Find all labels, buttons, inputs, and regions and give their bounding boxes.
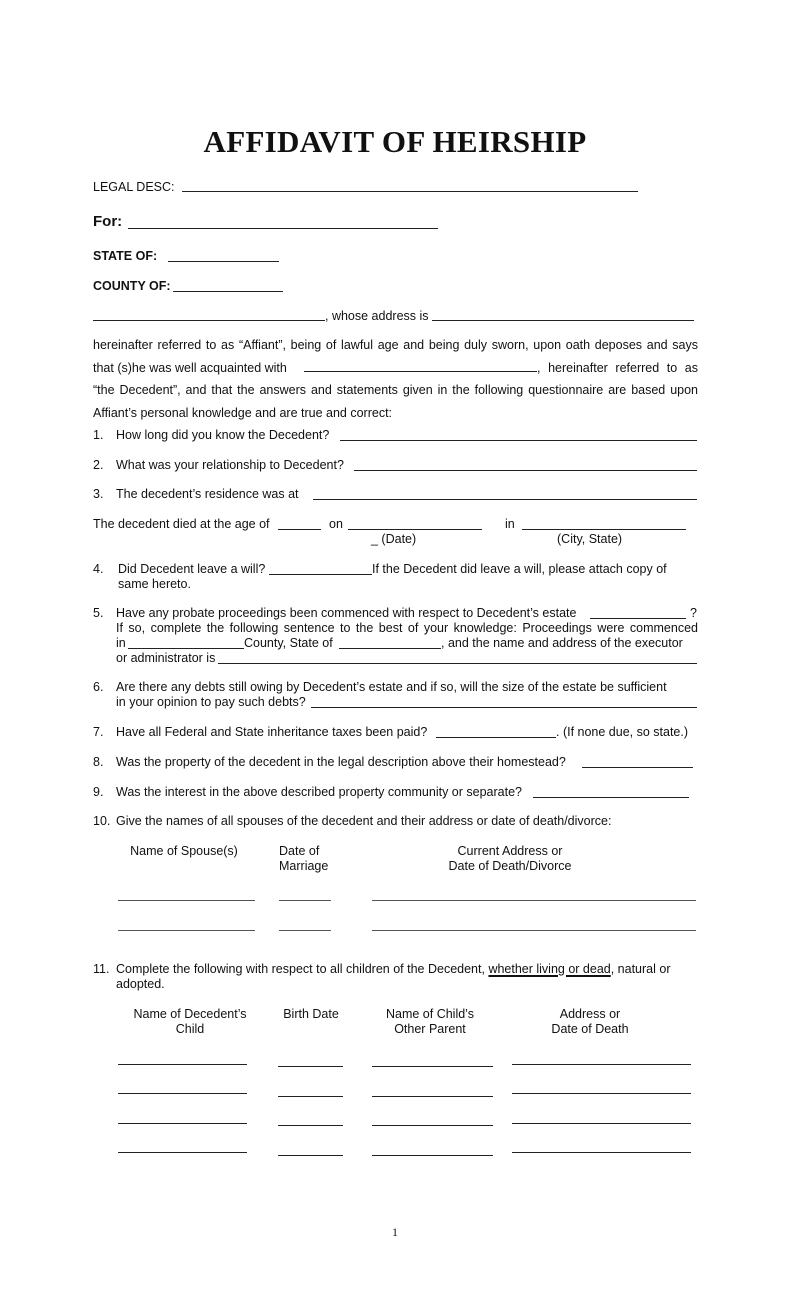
children-header-birth-line1: Birth Date	[283, 1007, 339, 1021]
child-row-4-address-field[interactable]	[512, 1152, 691, 1153]
child-row-4-birth-field[interactable]	[278, 1155, 343, 1156]
q11-text-a: Complete the following with respect to all children of the Decedent,	[116, 962, 489, 976]
death-in-text: in	[505, 517, 515, 531]
q1-text: How long did you know the Decedent?	[116, 428, 330, 442]
q11-text-underlined: whether living or dead	[488, 962, 611, 976]
for-label: For:	[93, 213, 123, 230]
q11-line-a	[116, 962, 671, 976]
child-row-4-name-field[interactable]	[118, 1152, 247, 1153]
q5-text-b: If so, complete the following sentence to the best of your knowledge: Proceedings were commenced	[116, 621, 698, 635]
q5-text-c1: in	[116, 636, 126, 650]
q7-taxes-field[interactable]	[436, 737, 556, 738]
q7-text: Have all Federal and State inheritance taxes been paid?	[116, 725, 428, 739]
child-row-3-address-field[interactable]	[512, 1123, 691, 1124]
q9-number: 9.	[93, 785, 104, 799]
spouse-header-marriage-line1: Date of	[279, 844, 320, 858]
q10-number: 10.	[93, 814, 111, 828]
q3-number: 3.	[93, 487, 104, 501]
q3-text: The decedent’s residence was at	[116, 487, 299, 501]
q10-text: Give the names of all spouses of the decedent and their address or date of death/divorce:	[116, 814, 612, 828]
page-title: AFFIDAVIT OF HEIRSHIP	[203, 124, 587, 159]
children-header-name-line2: Child	[175, 1022, 205, 1036]
child-row-3-name-field[interactable]	[118, 1123, 247, 1124]
q5-text-a-end: ?	[690, 606, 697, 620]
spouse-header-name	[118, 844, 250, 859]
child-row-2-name-field[interactable]	[118, 1093, 247, 1094]
q9-text: Was the interest in the above described property community or separate?	[116, 785, 522, 799]
child-row-4-parent-field[interactable]	[372, 1155, 493, 1156]
spouse-header-name-line1: Name of Spouse(s)	[130, 844, 238, 858]
child-row-1-address-field[interactable]	[512, 1064, 691, 1065]
intro-line-3: “the Decedent”, and that the answers and statements given in the following questionnaire are based upon	[93, 383, 698, 397]
affiant-address-field[interactable]	[432, 320, 694, 321]
children-header-name-line1: Name of Decedent’s	[133, 1007, 247, 1021]
q5-number: 5.	[93, 606, 104, 620]
q8-number: 8.	[93, 755, 104, 769]
child-row-2-address-field[interactable]	[512, 1093, 691, 1094]
child-row-1-name-field[interactable]	[118, 1064, 247, 1065]
whose-address-text: , whose address is	[325, 309, 429, 323]
children-header-name	[120, 1007, 260, 1037]
q2-text: What was your relationship to Decedent?	[116, 458, 344, 472]
q11-number: 11.	[93, 962, 110, 976]
affiant-name-field[interactable]	[93, 320, 325, 321]
children-header-parent	[370, 1007, 490, 1037]
spouse-header-address	[420, 844, 600, 874]
q11-text-b: , natural or	[610, 962, 671, 976]
intro-line-1: hereinafter referred to as “Affiant”, being of lawful age and being duly sworn, upon oath deposes and says	[93, 338, 698, 352]
q8-homestead-field[interactable]	[582, 767, 693, 768]
children-header-birth	[270, 1007, 352, 1022]
death-date-field[interactable]	[348, 529, 482, 530]
q4-text-b: If the Decedent did leave a will, please attach copy of	[372, 562, 667, 576]
state-field[interactable]	[168, 261, 279, 262]
legal-desc-field[interactable]	[182, 191, 638, 192]
child-row-2-parent-field[interactable]	[372, 1096, 493, 1097]
q5-text-c3: , and the name and address of the executor	[441, 636, 683, 650]
q5-text-a: Have any probate proceedings been commenced with respect to Decedent’s estate	[116, 606, 577, 620]
q8-text: Was the property of the decedent in the legal description above their homestead?	[116, 755, 566, 769]
child-row-2-birth-field[interactable]	[278, 1096, 343, 1097]
intro-line-4: Affiant’s personal knowledge and are true and correct:	[93, 406, 393, 420]
county-field[interactable]	[173, 291, 283, 292]
q7-text-end: . (If none due, so state.)	[556, 725, 689, 739]
intro-line-2a: that (s)he was well acquainted with	[93, 361, 287, 375]
q5-county-field[interactable]	[128, 648, 244, 649]
place-caption: (City, State)	[557, 532, 623, 546]
child-row-1-birth-field[interactable]	[278, 1066, 343, 1067]
q5-text-d: or administrator is	[116, 651, 216, 665]
children-header-address-line2: Date of Death	[551, 1022, 629, 1036]
spouse-header-address-line2: Date of Death/Divorce	[448, 859, 572, 873]
q6-text-b: in your opinion to pay such debts?	[116, 695, 306, 709]
page-number: 1	[392, 1225, 398, 1239]
child-row-3-birth-field[interactable]	[278, 1125, 343, 1126]
spouse-row-2-address-field[interactable]	[372, 930, 696, 931]
state-label: STATE OF:	[93, 249, 158, 263]
child-row-1-parent-field[interactable]	[372, 1066, 493, 1067]
q5-probate-field[interactable]	[590, 618, 686, 619]
intro-line-2b: , hereinafter referred to as	[537, 361, 698, 375]
q11-text-c: adopted.	[116, 977, 165, 991]
spouse-row-1-marriage-field[interactable]	[279, 900, 331, 901]
q5-executor-field[interactable]	[218, 663, 697, 664]
q7-number: 7.	[93, 725, 104, 739]
q5-state-field[interactable]	[339, 648, 441, 649]
spouse-header-marriage-line2: Marriage	[279, 859, 329, 873]
children-header-address-line1: Address or	[559, 1007, 621, 1021]
decedent-name-field[interactable]	[304, 371, 537, 372]
q1-answer-field[interactable]	[340, 440, 697, 441]
children-header-parent-line1: Name of Child’s	[385, 1007, 474, 1021]
spouse-header-address-line1: Current Address or	[457, 844, 563, 858]
child-row-3-parent-field[interactable]	[372, 1125, 493, 1126]
q4-will-field[interactable]	[269, 574, 372, 575]
q5-text-c2: County, State of	[244, 636, 333, 650]
spouse-row-1-address-field[interactable]	[372, 900, 696, 901]
q2-answer-field[interactable]	[354, 470, 697, 471]
spouse-row-2-marriage-field[interactable]	[279, 930, 331, 931]
children-header-parent-line2: Other Parent	[394, 1022, 466, 1036]
date-caption: _ (Date)	[371, 532, 417, 546]
q2-number: 2.	[93, 458, 104, 472]
spouse-header-marriage	[279, 844, 328, 874]
q6-text-a: Are there any debts still owing by Decedent’s estate and if so, will the size of the estate be sufficient	[116, 680, 667, 694]
q3-residence-field[interactable]	[313, 499, 697, 500]
q9-interest-field[interactable]	[533, 797, 689, 798]
death-age-field[interactable]	[278, 529, 321, 530]
q6-debts-field[interactable]	[311, 707, 697, 708]
spouse-row-1-name-field[interactable]	[118, 900, 255, 901]
death-place-field[interactable]	[522, 529, 686, 530]
q4-text-c: same hereto.	[118, 577, 191, 591]
q4-text-a: Did Decedent leave a will?	[118, 562, 266, 576]
spouse-row-2-name-field[interactable]	[118, 930, 255, 931]
q4-number: 4.	[93, 562, 104, 576]
county-label: COUNTY OF:	[93, 279, 171, 293]
death-on-text: on	[329, 517, 343, 531]
q6-number: 6.	[93, 680, 104, 694]
for-field[interactable]	[128, 228, 438, 229]
death-age-text: The decedent died at the age of	[93, 517, 270, 531]
children-header-address	[520, 1007, 660, 1037]
legal-desc-label: LEGAL DESC:	[93, 180, 175, 194]
q1-number: 1.	[93, 428, 104, 442]
